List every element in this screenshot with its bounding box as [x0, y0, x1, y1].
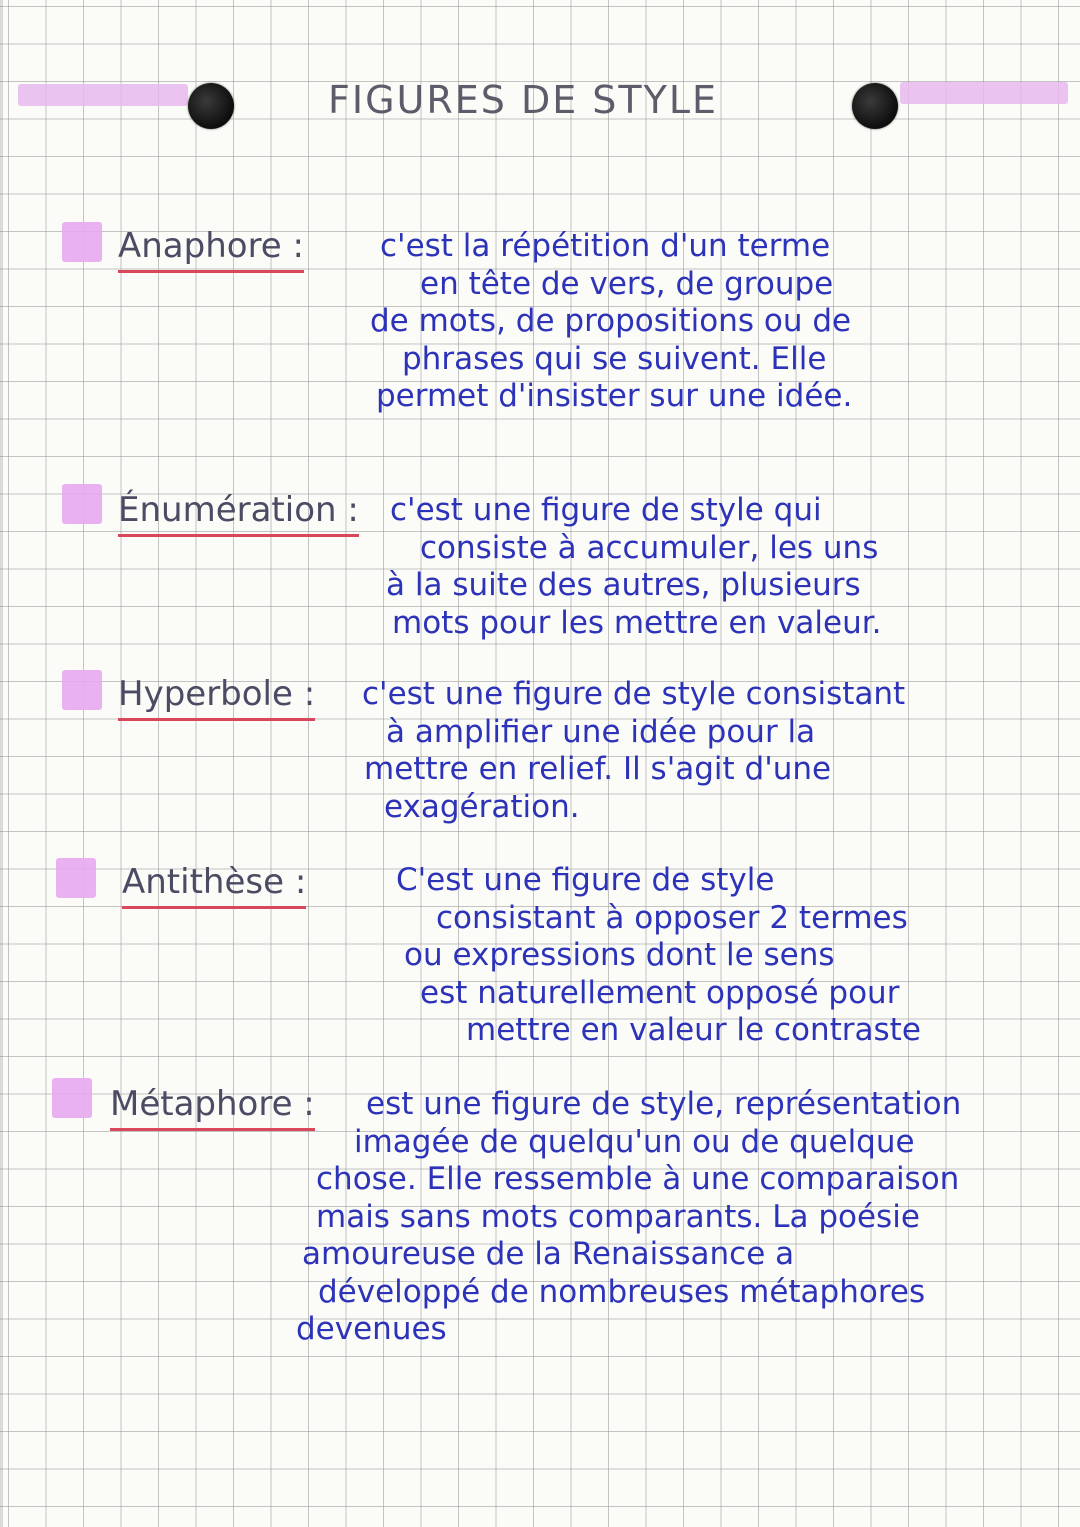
- definition-line: consistant à opposer 2 termes: [436, 899, 908, 936]
- punch-hole-left: [188, 83, 234, 129]
- definition-metaphore: [296, 1086, 961, 1349]
- definition-line: est naturellement opposé pour: [420, 974, 900, 1011]
- definition-line: consiste à accumuler, les uns: [420, 529, 879, 566]
- highlight-marker: [62, 484, 102, 524]
- definition-hyperbole: [362, 676, 905, 826]
- page-title: FIGURES DE STYLE: [328, 78, 719, 122]
- highlighter-band-left: [18, 84, 188, 106]
- definition-line: mots pour les mettre en valeur.: [392, 604, 882, 641]
- definition-line: mettre en relief. Il s'agit d'une: [364, 751, 832, 787]
- definition-line: c'est une figure de style qui: [390, 492, 822, 528]
- definition-line: C'est une figure de style: [396, 862, 775, 898]
- definition-line: développé de nombreuses métaphores: [318, 1273, 926, 1310]
- definition-line: permet d'insister sur une idée.: [376, 378, 853, 414]
- definition-line: phrases qui se suivent. Elle: [402, 340, 827, 377]
- highlighter-band-right: [900, 82, 1068, 104]
- definition-enumeration: [380, 492, 881, 642]
- definition-line: amoureuse de la Renaissance a: [302, 1236, 795, 1272]
- term-anaphore: Anaphore :: [118, 226, 304, 273]
- definition-line: de mots, de propositions ou de: [370, 303, 852, 339]
- term-metaphore: Métaphore :: [110, 1084, 315, 1131]
- definition-line: mettre en valeur le contraste: [466, 1012, 921, 1048]
- definition-line: en tête de vers, de groupe: [420, 265, 834, 302]
- highlight-marker: [62, 222, 102, 262]
- punch-hole-right: [852, 83, 898, 129]
- definition-line: est une figure de style, représentation: [366, 1086, 962, 1122]
- highlight-marker: [52, 1078, 92, 1118]
- definition-antithese: [396, 862, 921, 1050]
- highlight-marker: [56, 858, 96, 898]
- term-hyperbole: Hyperbole :: [118, 674, 315, 721]
- definition-line: à la suite des autres, plusieurs: [386, 567, 861, 603]
- definition-line: à amplifier une idée pour la: [386, 713, 816, 750]
- highlight-marker: [62, 670, 102, 710]
- definition-line: c'est la répétition d'un terme: [380, 228, 831, 264]
- definition-line: devenues: [296, 1311, 447, 1347]
- definition-anaphore: [370, 228, 852, 416]
- definition-line: chose. Elle ressemble à une comparaison: [316, 1161, 960, 1197]
- definition-line: imagée de quelqu'un ou de quelque: [354, 1123, 915, 1160]
- definition-line: mais sans mots comparants. La poésie: [316, 1198, 920, 1235]
- term-enumeration: Énumération :: [118, 490, 359, 537]
- definition-line: ou expressions dont le sens: [404, 937, 835, 973]
- definition-line: c'est une figure de style consistant: [362, 676, 906, 712]
- definition-line: exagération.: [384, 788, 580, 825]
- term-antithese: Antithèse :: [122, 862, 306, 909]
